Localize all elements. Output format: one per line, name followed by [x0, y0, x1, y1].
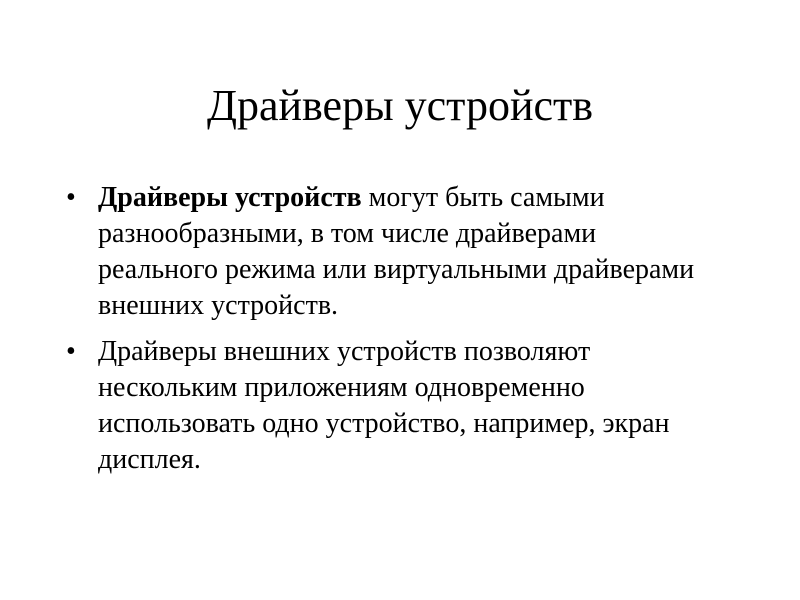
bullet-text	[98, 182, 694, 321]
bullet-body: Драйверы внешних устройств позволяют нескольким приложениям одновременно использовать одно устройство, например, экран дисплея.	[98, 336, 670, 475]
bullet-item	[66, 180, 706, 324]
bullet-dot-icon: •	[66, 336, 76, 367]
bullet-bold-term: Драйверы устройств	[98, 182, 362, 213]
bullet-list	[66, 180, 706, 488]
bullet-text	[98, 336, 670, 475]
bullet-dot-icon: •	[66, 182, 76, 213]
slide-title: Драйверы устройств	[206, 81, 594, 130]
bullet-body: могут быть самыми разнообразными, в том числе драйверами реального режима или виртуальными драйверами внешних устройств.	[98, 182, 695, 321]
bullet-item	[66, 334, 706, 478]
